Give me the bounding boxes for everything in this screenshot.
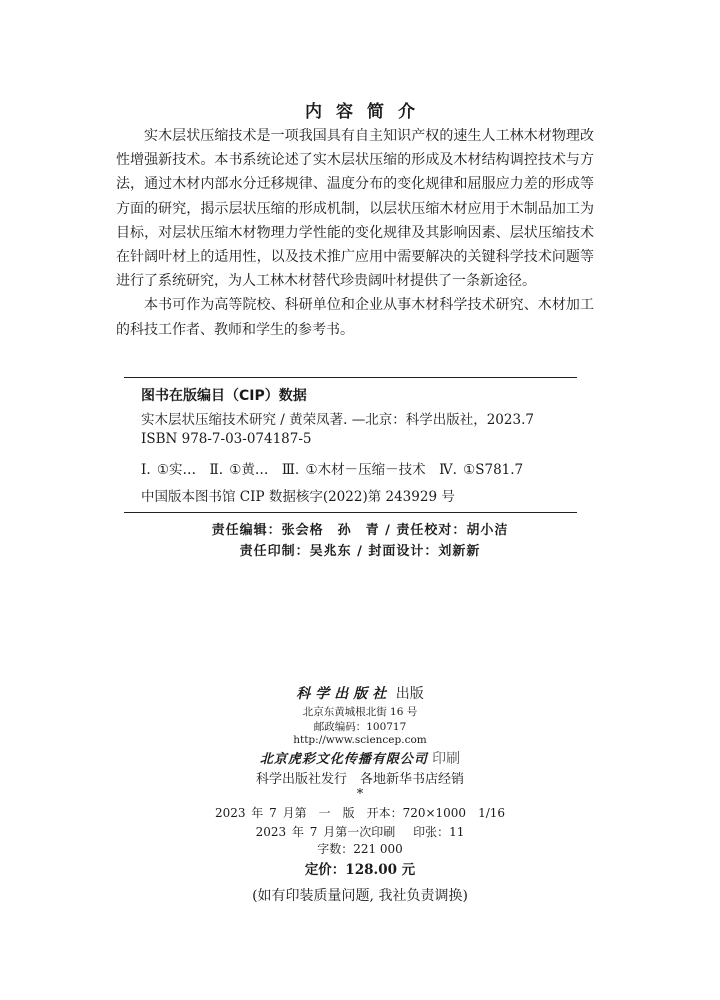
summary-body [116,124,594,342]
printer-name: 北京虎彩文化传播有限公司 [259,752,428,767]
publisher-logo-text: 科学出版社 [296,686,392,702]
printing-line: 2023 年 7 月第一次印刷 印张：11 [255,825,465,839]
cip-record-line: 中国版本图书馆 CIP 数据核字(2022)第 243929 号 [141,489,455,505]
summary-paragraph: 本书可作为高等院校、科研单位和企业从事木材科学技术研究、木材加工的科技工作者、教师和学生的参考书。 [116,297,594,338]
distribution-line: 科学出版社发行 各地新华书店经销 [255,772,464,787]
cip-heading: 图书在版编目（CIP）数据 [141,388,307,404]
summary-title: 内容简介 [305,102,429,122]
cip-bottom-rule [124,512,577,513]
credits-editors: 责任编辑：张会格 孙 青 / 责任校对：胡小洁 [211,523,509,538]
price: 定价：128.00 元 [304,862,416,878]
printer-role: 印刷 [432,751,461,767]
publisher-line [0,683,720,703]
printer-line [0,748,720,768]
cip-top-rule [124,377,577,378]
cip-isbn-line: ISBN 978-7-03-074187-5 [141,431,312,447]
quality-notice: (如有印装质量问题, 我社负责调换) [252,888,468,904]
publisher-address: 北京东黄城根北街 16 号 [302,706,418,718]
summary-paragraph: 实木层状压缩技术是一项我国具有自主知识产权的速生人工林木材物理改性增强新技术。本书系统论述了实木层状压缩的形成及木材结构调控技术与方法，通过木材内部水分迁移规律、温度分布的变化规律和屈服应力差的形成等方面的研究，揭示层状压缩的形成机制，以层状压缩木材应用于木制品加工为目标，对层状压缩木材物理力学性能的变化规律及其影响因素、层状压缩技术在针阔叶材上的适用性，以及技术推广应用中需要解决的关键科学技术问题等进行了系统研究，为人工林木材替代珍贵阔叶材提供了一条新途径。 [116,128,594,290]
publisher-postcode: 邮政编码：100717 [313,721,407,733]
credits-production: 责任印制：吴兆东 / 封面设计：刘新新 [239,544,481,559]
word-count: 字数：221 000 [317,842,403,856]
publisher-website: http://www.sciencep.com [293,734,427,746]
publisher-role: 出版 [395,686,424,702]
cip-title-line: 实木层状压缩技术研究 / 黄荣凤著. —北京：科学出版社，2023.7 [141,412,534,428]
separator-star: * [356,787,364,802]
cip-classification-line: Ⅰ. ①实… Ⅱ. ①黄… Ⅲ. ①木材－压缩－技术 Ⅳ. ①S781.7 [141,462,524,478]
edition-line: 2023 年 7 月第 一 版 开本：720×1000 1/16 [214,806,506,820]
